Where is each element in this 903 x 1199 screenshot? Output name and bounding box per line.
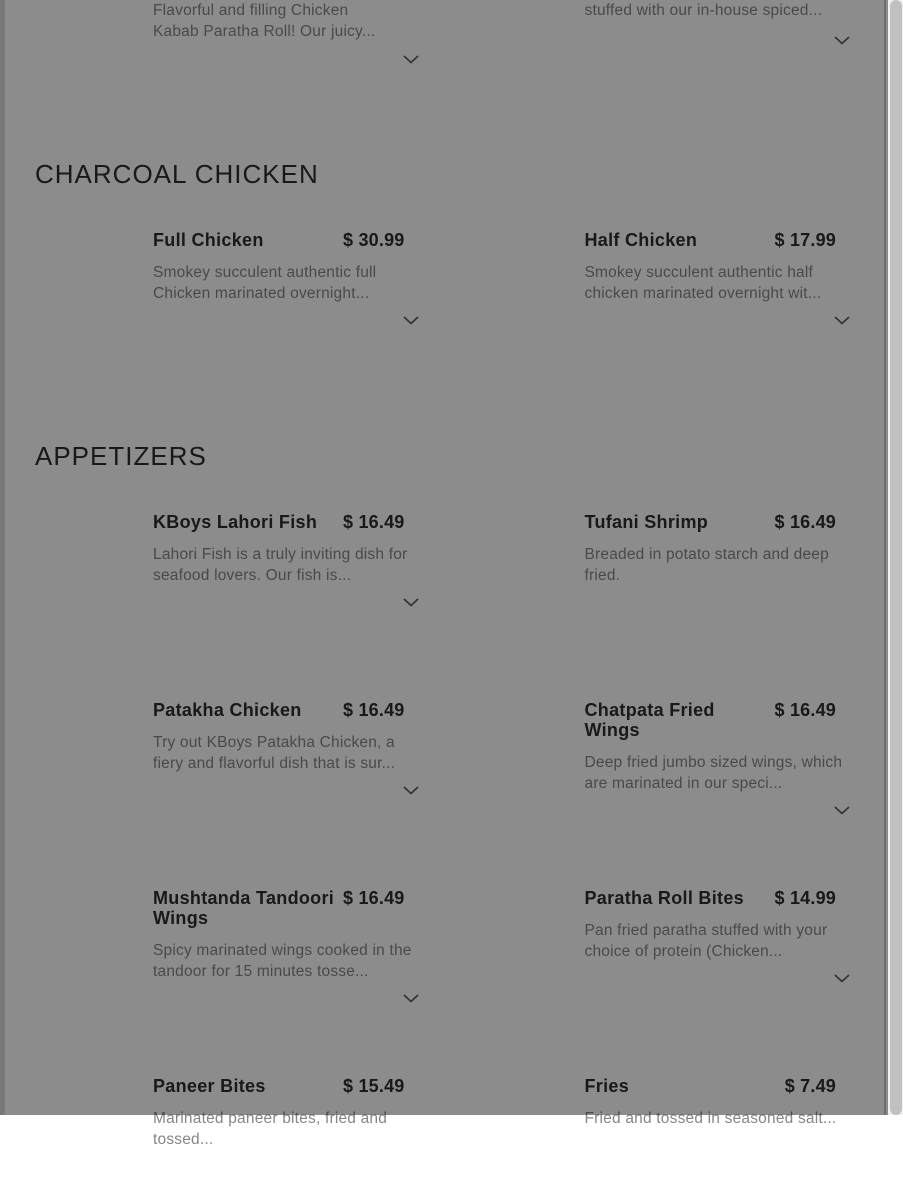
item-price: $ 14.99 xyxy=(774,888,836,908)
item-image-placeholder xyxy=(35,230,140,335)
item-name: Half Chicken xyxy=(584,230,698,250)
item-image-placeholder xyxy=(35,888,140,993)
item-image-placeholder xyxy=(467,888,572,993)
item-description: Smokey succulent authentic half chicken marinated overnight wit... xyxy=(584,264,822,302)
chevron-down-icon[interactable] xyxy=(403,316,419,332)
chevron-down-icon[interactable] xyxy=(403,598,419,614)
item-price: $ 16.49 xyxy=(774,512,836,532)
item-image-placeholder xyxy=(35,1076,140,1181)
menu-item-card[interactable] xyxy=(467,230,853,353)
menu-section-charcoal-chicken xyxy=(35,161,852,353)
item-image-placeholder xyxy=(467,1076,572,1181)
item-description: Fried and tossed in seasoned salt... xyxy=(584,1110,837,1127)
item-description: Marinated paneer bites, fried and tossed... xyxy=(153,1110,388,1148)
item-price: $ 17.99 xyxy=(774,230,836,250)
item-price: $ 16.49 xyxy=(343,700,405,720)
menu-item-card[interactable] xyxy=(467,700,853,823)
chevron-down-icon[interactable] xyxy=(834,36,850,52)
chevron-down-icon[interactable] xyxy=(834,316,850,332)
item-description: Smokey succulent authentic full Chicken marinated overnight... xyxy=(153,264,377,302)
item-image-placeholder xyxy=(35,700,140,805)
menu-section-appetizers xyxy=(35,443,852,1199)
item-name: Full Chicken xyxy=(153,230,264,250)
item-description: Spicy marinated wings cooked in the tandoor for 15 minutes tosse... xyxy=(153,942,412,980)
menu-content xyxy=(5,0,884,1199)
item-name: Paratha Roll Bites xyxy=(584,888,744,908)
item-image-placeholder xyxy=(467,0,572,71)
item-price: $ 16.49 xyxy=(774,700,836,720)
section-title: APPETIZERS xyxy=(35,441,207,471)
menu-item-card[interactable] xyxy=(35,888,421,1011)
item-image-placeholder xyxy=(467,512,572,617)
item-description: Flavorful and filling Chicken xyxy=(153,2,349,19)
item-name: KBoys Lahori Fish xyxy=(153,512,318,532)
item-description: Kabab Paratha Roll! Our juicy... xyxy=(153,23,376,40)
menu-item-card[interactable] xyxy=(467,512,853,635)
item-description: Pan fried paratha stuffed with your choice of protein (Chicken... xyxy=(584,922,828,960)
item-name: Mushtanda Tandoori Wings xyxy=(153,888,335,928)
item-price: $ 30.99 xyxy=(343,230,405,250)
menu-item-card[interactable] xyxy=(35,230,421,353)
item-price: $ 15.49 xyxy=(343,1076,405,1096)
item-description: Try out KBoys Patakha Chicken, a fiery and flavorful dish that is sur... xyxy=(153,734,396,772)
item-image-placeholder xyxy=(35,512,140,617)
chevron-down-icon[interactable] xyxy=(403,994,419,1010)
chevron-down-icon[interactable] xyxy=(834,974,850,990)
menu-item-card[interactable] xyxy=(35,1076,421,1199)
item-name: Fries xyxy=(584,1076,630,1096)
menu-item-card[interactable] xyxy=(467,1076,853,1199)
item-description: Deep fried jumbo sized wings, which are marinated in our speci... xyxy=(584,754,843,792)
item-price: $ 16.49 xyxy=(343,888,405,908)
menu-item-card[interactable] xyxy=(35,0,421,71)
scrollbar-thumb[interactable] xyxy=(890,0,902,1115)
menu-row-partial xyxy=(35,0,852,71)
section-title: CHARCOAL CHICKEN xyxy=(35,159,319,189)
scrollbar[interactable] xyxy=(888,0,903,1115)
chevron-down-icon[interactable] xyxy=(834,806,850,822)
menu-item-card[interactable] xyxy=(35,512,421,635)
item-image-placeholder xyxy=(467,700,572,805)
item-price: $ 7.49 xyxy=(784,1076,836,1096)
item-image-placeholder xyxy=(467,230,572,335)
menu-item-card[interactable] xyxy=(467,888,853,1011)
item-description: Lahori Fish is a truly inviting dish for seafood lovers. Our fish is... xyxy=(153,546,408,584)
menu-item-card[interactable] xyxy=(467,0,853,71)
item-name: Patakha Chicken xyxy=(153,700,302,720)
item-image-placeholder xyxy=(35,0,140,71)
item-description: stuffed with our in-house spiced... xyxy=(584,2,823,19)
item-name: Paneer Bites xyxy=(153,1076,266,1096)
chevron-down-icon[interactable] xyxy=(403,786,419,802)
item-price: $ 16.49 xyxy=(343,512,405,532)
item-description: Breaded in potato starch and deep fried. xyxy=(584,546,829,584)
chevron-down-icon[interactable] xyxy=(403,55,419,71)
item-name: Tufani Shrimp xyxy=(584,512,709,532)
menu-item-card[interactable] xyxy=(35,700,421,823)
item-name: Chatpata Fried Wings xyxy=(584,700,715,740)
